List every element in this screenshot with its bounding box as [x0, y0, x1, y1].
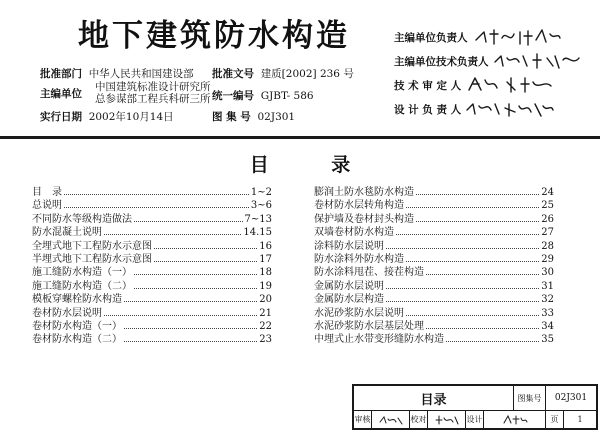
toc-item-page: 28 — [541, 240, 554, 252]
signature-row-reviewer — [394, 74, 555, 96]
toc-item-page: 23 — [259, 334, 272, 346]
toc-dot-leader — [104, 308, 257, 316]
toc-item-label: 卷材防水构造（一） — [32, 320, 122, 332]
toc-item-label: 双墙卷材防水构造 — [314, 227, 394, 239]
toc-item-page: 30 — [541, 267, 554, 279]
signature-role: 主编单位负责人 — [394, 31, 468, 44]
title-block-bottom-row — [354, 411, 596, 428]
title-block-name: 目录 — [354, 386, 514, 410]
signature-role: 技 术 审 定 人 — [394, 79, 462, 92]
atlas-no-label: 图 集 号 — [212, 111, 251, 123]
toc-item[interactable] — [32, 250, 272, 263]
toc-item[interactable] — [314, 317, 554, 330]
toc-item-label: 防水混凝土说明 — [32, 227, 102, 239]
toc-dot-leader — [386, 241, 539, 249]
toc-item-label: 水泥砂浆防水层说明 — [314, 307, 404, 319]
title-block-atlas-label: 图集号 — [514, 386, 546, 410]
toc-dot-leader — [124, 321, 257, 329]
header-divider — [0, 136, 600, 139]
toc-item[interactable] — [314, 263, 554, 279]
toc-item-label: 施工缝防水构造（一） — [32, 267, 132, 279]
toc-dot-leader — [134, 267, 257, 275]
toc-item[interactable] — [32, 317, 272, 330]
title-block-page-label: 页 — [546, 411, 564, 428]
editor-org-value-1: 中国建筑标准设计研究所 — [95, 81, 211, 93]
toc-dot-leader — [406, 200, 539, 208]
approval-dept-value: 中华人民共和国建设部 — [88, 68, 194, 80]
toc-dot-leader — [386, 294, 539, 302]
toc-item[interactable] — [32, 223, 272, 239]
signature-row-tech-chief — [394, 50, 583, 72]
title-block-check-sign — [428, 411, 466, 428]
toc-item[interactable] — [314, 250, 554, 263]
toc-item[interactable] — [32, 330, 272, 346]
toc-dot-leader — [64, 187, 249, 195]
title-block-page-value: 1 — [577, 415, 583, 424]
toc-dot-leader — [426, 321, 539, 329]
title-block-review-label: 审核 — [354, 411, 372, 428]
toc-item-page: 16 — [259, 240, 272, 252]
editor-org-label: 主编单位 — [40, 88, 82, 100]
signature-mark-icon — [465, 74, 555, 96]
toc-item-page: 17 — [259, 253, 272, 265]
toc-item-page: 29 — [541, 253, 554, 265]
toc-item[interactable] — [32, 290, 272, 306]
toc-item-page: 1~2 — [250, 187, 272, 198]
toc-right-column — [314, 183, 554, 344]
toc-item-label: 保护墙及卷材封头构造 — [314, 213, 414, 225]
title-block-review-sign — [372, 411, 410, 428]
toc-dot-leader — [134, 281, 257, 289]
toc-item-label: 中埋式止水带变形缝防水构造 — [314, 334, 444, 346]
toc-dot-leader — [124, 334, 257, 342]
editor-org-values — [95, 81, 211, 105]
unified-no-row — [212, 88, 314, 103]
toc-item[interactable] — [32, 304, 272, 317]
signature-mark-icon — [434, 414, 460, 426]
toc-item[interactable] — [314, 330, 554, 346]
toc-item-page: 32 — [541, 294, 554, 306]
title-block-top-row — [354, 386, 596, 411]
toc-item[interactable] — [314, 304, 554, 317]
doc-no-label: 批准文号 — [212, 68, 254, 80]
toc-item-page: 26 — [541, 213, 554, 225]
signature-mark-icon — [493, 50, 583, 72]
document-title: 地下建筑防水构造 — [78, 18, 350, 54]
toc-item-label: 卷材防水构造（二） — [32, 334, 122, 346]
toc-item-page: 14.15 — [243, 227, 272, 239]
approval-dept-row — [40, 66, 194, 81]
toc-item-page: 21 — [259, 307, 272, 319]
toc-item-label: 半埋式地下工程防水示意图 — [32, 253, 152, 265]
toc-item-label: 卷材防水层转角构造 — [314, 200, 404, 212]
toc-dot-leader — [446, 334, 539, 342]
doc-no-value: 建质[2002] 236 号 — [260, 68, 354, 80]
toc-dot-leader — [124, 294, 257, 302]
effective-date-row — [40, 109, 174, 124]
toc-item-label: 全埋式地下工程防水示意图 — [32, 240, 152, 252]
toc-item[interactable] — [314, 183, 554, 196]
toc-item-label: 膨润土防水毯防水构造 — [314, 187, 414, 198]
signature-role: 设 计 负 责 人 — [394, 103, 462, 116]
toc-left-column — [32, 183, 272, 344]
toc-item[interactable] — [32, 196, 272, 212]
toc-item[interactable] — [314, 210, 554, 223]
toc-item[interactable] — [314, 237, 554, 250]
toc-item-page: 22 — [259, 320, 272, 332]
toc-item-label: 不同防水等级构造做法 — [32, 213, 132, 225]
signature-role: 主编单位技术负责人 — [394, 55, 489, 68]
toc-item-page: 25 — [541, 200, 554, 212]
toc-item-page: 31 — [541, 280, 554, 292]
signature-row-designer — [394, 98, 555, 120]
effective-date-value: 2002年10月14日 — [88, 111, 174, 123]
toc-dot-leader — [64, 200, 249, 208]
toc-item-label: 模板穿螺栓防水构造 — [32, 294, 122, 306]
toc-dot-leader — [416, 187, 539, 195]
toc-item-label: 金属防水层说明 — [314, 280, 384, 292]
toc-item-page: 18 — [259, 267, 272, 279]
toc-item-page: 24 — [541, 187, 554, 198]
signature-mark-icon — [465, 98, 555, 120]
toc-item[interactable] — [32, 237, 272, 250]
toc-item-page: 7~13 — [244, 213, 272, 225]
toc-item-page: 20 — [259, 294, 272, 306]
toc-item-label: 目 录 — [32, 187, 62, 198]
toc-item-label: 涂料防水层说明 — [314, 240, 384, 252]
unified-no-value: GJBT- 586 — [260, 90, 314, 102]
toc-item-label: 总说明 — [32, 200, 62, 212]
toc-dot-leader — [406, 254, 539, 262]
toc-item-label: 水泥砂浆防水层基层处理 — [314, 320, 424, 332]
title-block — [352, 384, 598, 430]
toc-dot-leader — [406, 308, 539, 316]
effective-date-label: 实行日期 — [40, 111, 82, 123]
toc-item-label: 施工缝防水构造（二） — [32, 280, 132, 292]
toc-item[interactable] — [314, 277, 554, 290]
title-block-design-sign — [484, 411, 546, 428]
toc-item[interactable] — [32, 183, 272, 196]
doc-no-row — [212, 66, 354, 81]
atlas-no-row — [212, 109, 295, 124]
toc-item-label: 金属防水层构造 — [314, 294, 384, 306]
unified-no-label: 统一编号 — [212, 90, 254, 102]
toc-item-label: 卷材防水层说明 — [32, 307, 102, 319]
title-block-atlas-value: 02J301 — [554, 393, 588, 403]
toc-item[interactable] — [32, 263, 272, 279]
toc-item-label: 防水涂料外防水构造 — [314, 253, 404, 265]
title-block-design-label: 设计 — [466, 411, 484, 428]
toc-dot-leader — [154, 241, 257, 249]
toc-item[interactable] — [314, 290, 554, 306]
approval-dept-label: 批准部门 — [40, 68, 82, 80]
toc-item-label: 防水涂料甩茬、接茬构造 — [314, 267, 424, 279]
atlas-no-value: 02J301 — [257, 111, 296, 123]
toc-item-page: 34 — [541, 320, 554, 332]
toc-dot-leader — [134, 214, 243, 222]
toc-item[interactable] — [314, 196, 554, 212]
toc-dot-leader — [104, 227, 241, 235]
toc-dot-leader — [386, 281, 539, 289]
title-block-check-label: 校对 — [410, 411, 428, 428]
toc-item[interactable] — [314, 223, 554, 239]
toc-item-page: 27 — [541, 227, 554, 239]
signature-row-chief — [394, 26, 562, 48]
toc-item-page: 3~6 — [250, 200, 272, 212]
editor-org-value-2: 总参谋部工程兵科研三所 — [95, 93, 211, 105]
toc-dot-leader — [426, 267, 539, 275]
toc-dot-leader — [396, 227, 539, 235]
toc-item-page: 33 — [541, 307, 554, 319]
toc-item[interactable] — [32, 277, 272, 290]
toc-dot-leader — [154, 254, 257, 262]
signature-mark-icon — [502, 414, 528, 426]
signature-mark-icon — [378, 414, 404, 426]
toc-dot-leader — [416, 214, 539, 222]
toc-item-page: 19 — [259, 280, 272, 292]
signature-mark-icon — [472, 26, 562, 48]
toc-item[interactable] — [32, 210, 272, 223]
toc-title: 目 录 — [249, 154, 379, 176]
toc-item-page: 35 — [541, 334, 554, 346]
